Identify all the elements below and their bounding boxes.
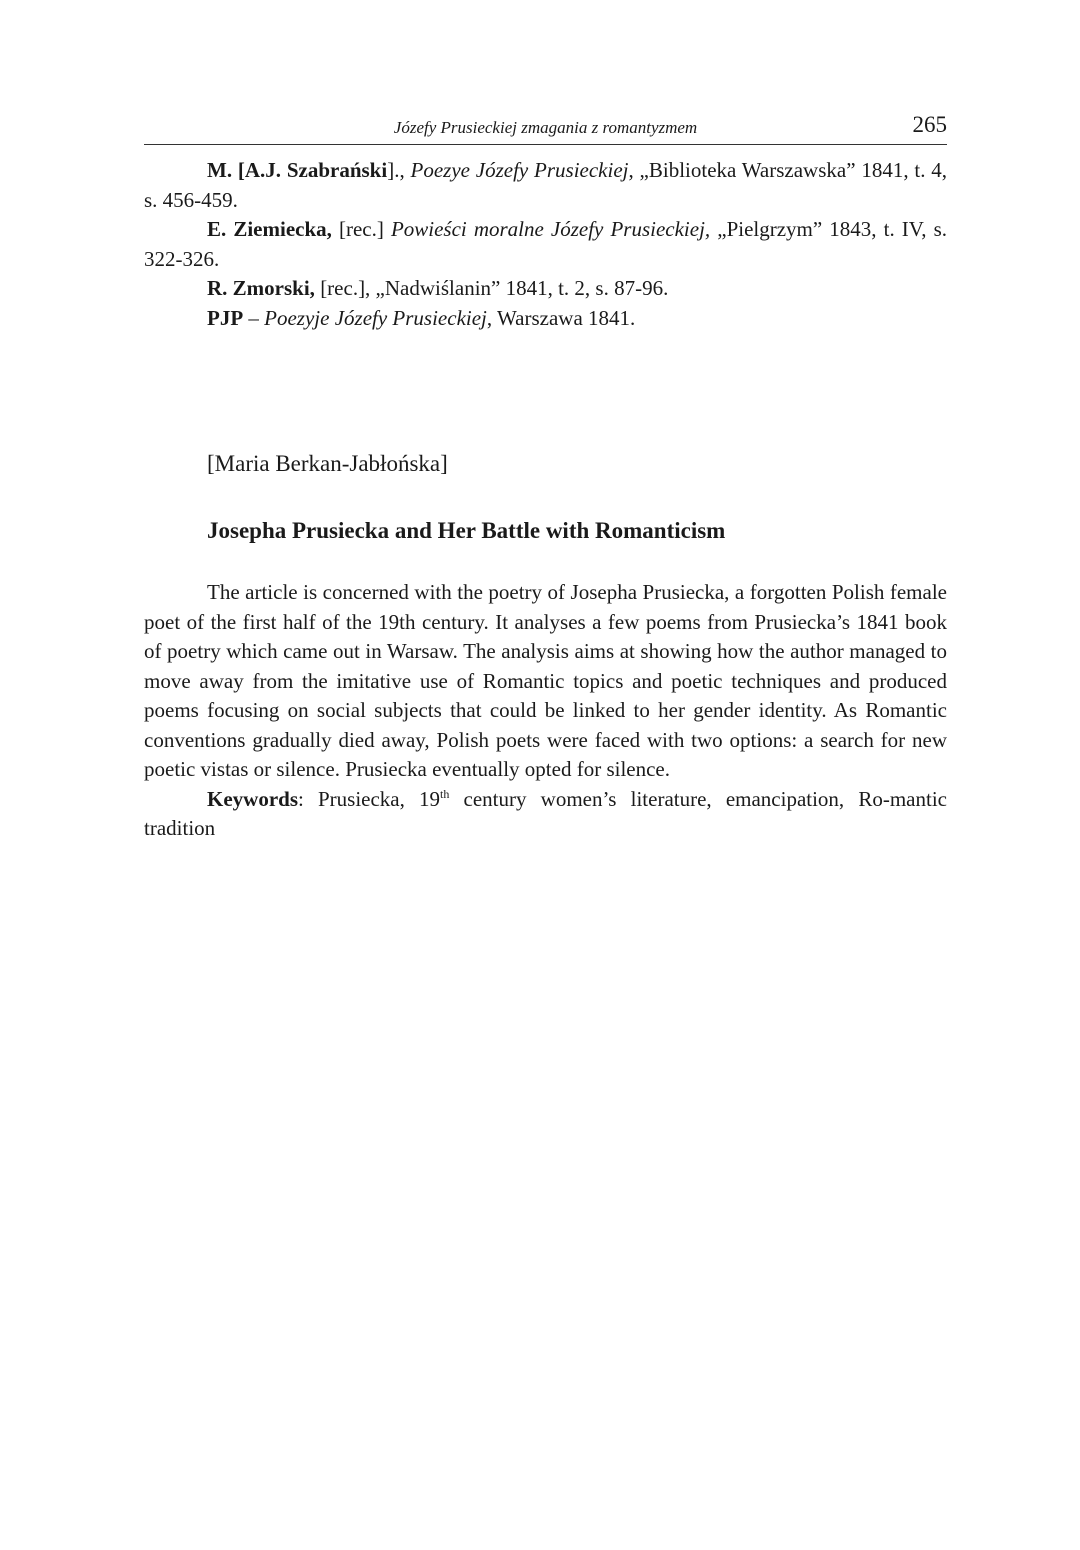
reference-text: [rec.], „Nadwiślanin” 1841, t. 2, s. 87-96. — [314, 276, 669, 300]
keywords-label: Keywords — [207, 786, 298, 811]
reference-text: [rec.] — [331, 217, 391, 241]
reference-entry — [144, 304, 947, 334]
reference-text: – — [243, 305, 265, 330]
page-number: 265 — [912, 112, 947, 137]
reference-entry — [144, 156, 947, 215]
reference-entry — [144, 274, 947, 304]
keywords-text: : Prusiecka, 19 — [298, 786, 441, 811]
reference-title: Poezyje Józefy Prusieckiej — [264, 305, 487, 330]
keywords-text: century women’s literature, emancipation, Ro-mantic tradition — [144, 786, 947, 840]
reference-author: M. [A.J. Szabrański — [207, 158, 388, 182]
reference-title: Powieści moralne Józefy Prusieckiej, — [390, 217, 711, 241]
summary-title: Josepha Prusiecka and Her Battle with Romanticism — [207, 518, 726, 543]
reference-text: , „Biblioteka Warszawska” 1841, t. 4, s. 456-459. — [144, 158, 948, 212]
summary-abstract — [144, 578, 947, 844]
reference-author: E. Ziemiecka, — [207, 217, 332, 241]
reference-text: „Pielgrzym” 1843, t. IV, s. 322-326. — [144, 217, 947, 271]
running-header — [144, 112, 947, 145]
reference-author: R. Zmorski, — [207, 276, 315, 300]
reference-author: PJP — [207, 305, 244, 330]
reference-text: , Warszawa 1841. — [486, 305, 636, 330]
bibliography — [144, 156, 947, 333]
keywords-paragraph — [144, 785, 947, 844]
summary-author: [Maria Berkan-Jabłońska] — [207, 451, 448, 476]
reference-title: Poezye Józefy Prusieckiej — [410, 158, 629, 182]
reference-entry — [144, 215, 947, 274]
abstract-paragraph: The article is concerned with the poetry of Josepha Prusiecka, a forgotten Polish female poet of the first half of the 19th century. It analyses a few poems from Prusiecka’s 1841 book of poetry which came out in Warsaw. The analysis aims at showing how the author managed to move away from the imitative use of Romantic topics and poetic techniques and produced poems focusing on social subjects that could be linked to her gender identity. As Romantic conventions gradually died away, Polish poets were faced with two options: a search for new poetic vistas or silence. Prusiecka eventually opted for silence. — [144, 580, 947, 781]
reference-text: ]., — [387, 158, 411, 182]
keywords-superscript: th — [440, 786, 450, 801]
running-title: Józefy Prusieckiej zmagania z romantyzmem — [393, 118, 698, 137]
